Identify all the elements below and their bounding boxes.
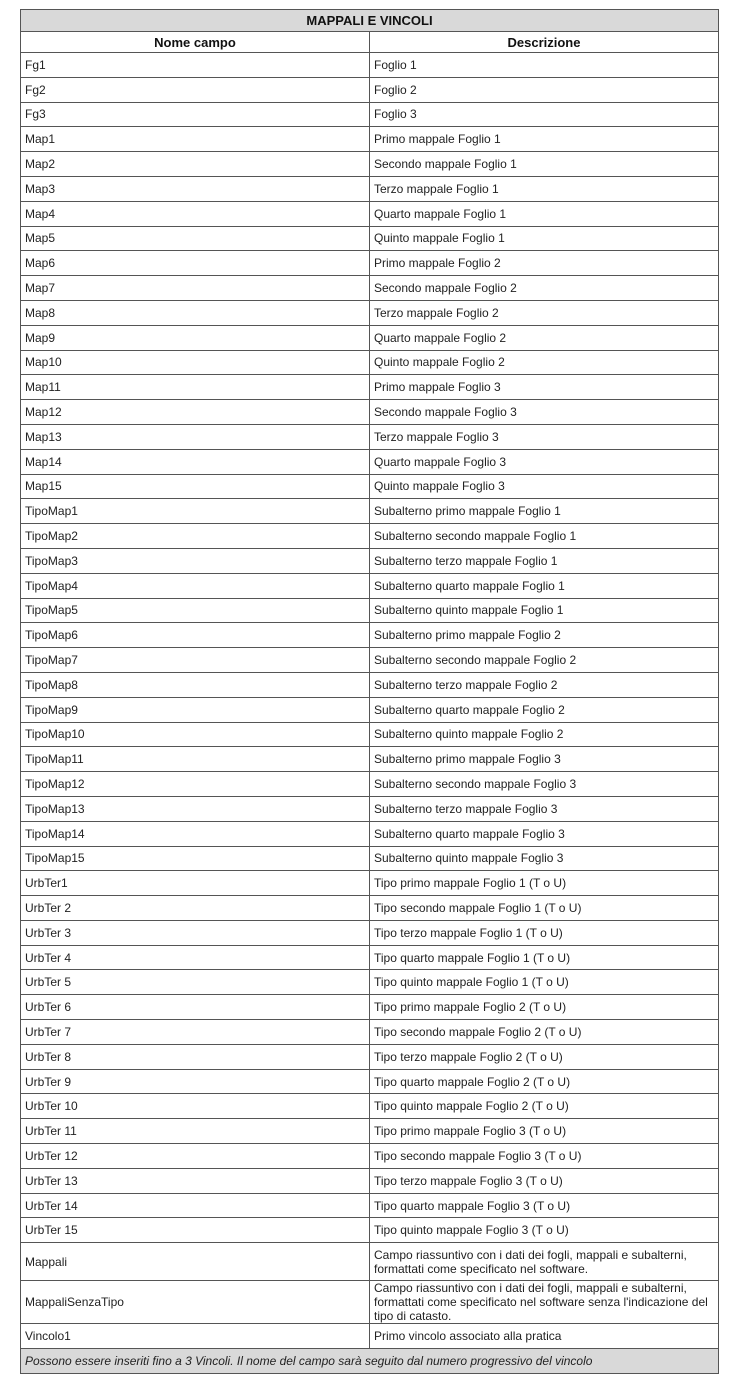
field-description-cell: Tipo primo mappale Foglio 3 (T o U): [370, 1119, 719, 1144]
field-description-cell: Tipo quinto mappale Foglio 1 (T o U): [370, 970, 719, 995]
field-description-cell: Secondo mappale Foglio 1: [370, 152, 719, 177]
field-name-cell: Map4: [21, 201, 370, 226]
field-description-cell: Tipo quarto mappale Foglio 1 (T o U): [370, 945, 719, 970]
field-name-cell: TipoMap14: [21, 821, 370, 846]
field-description-cell: Subalterno secondo mappale Foglio 1: [370, 524, 719, 549]
field-name-cell: UrbTer 5: [21, 970, 370, 995]
field-name-cell: UrbTer 15: [21, 1218, 370, 1243]
field-name-cell: MappaliSenzaTipo: [21, 1281, 370, 1324]
field-description-cell: Subalterno secondo mappale Foglio 3: [370, 772, 719, 797]
field-description-cell: Subalterno terzo mappale Foglio 3: [370, 796, 719, 821]
field-name-cell: TipoMap1: [21, 499, 370, 524]
table-row: [21, 449, 719, 474]
field-name-cell: Fg1: [21, 53, 370, 78]
table-row: [21, 102, 719, 127]
field-name-cell: Map6: [21, 251, 370, 276]
field-name-cell: Map7: [21, 276, 370, 301]
table-title-row: [21, 10, 719, 32]
table-row: [21, 1069, 719, 1094]
column-header-nome-campo: Nome campo: [21, 32, 370, 53]
table-row: [21, 350, 719, 375]
table-row: [21, 251, 719, 276]
table-row: [21, 1020, 719, 1045]
table-row: [21, 846, 719, 871]
field-description-cell: Terzo mappale Foglio 1: [370, 176, 719, 201]
field-description-cell: Secondo mappale Foglio 3: [370, 400, 719, 425]
field-name-cell: TipoMap13: [21, 796, 370, 821]
table-row: [21, 1044, 719, 1069]
table-row: [21, 424, 719, 449]
field-description-cell: Subalterno secondo mappale Foglio 2: [370, 648, 719, 673]
field-description-cell: Subalterno quinto mappale Foglio 3: [370, 846, 719, 871]
table-row: [21, 548, 719, 573]
field-description-cell: Subalterno quarto mappale Foglio 3: [370, 821, 719, 846]
table-row: [21, 1281, 719, 1324]
table-row: [21, 1119, 719, 1144]
field-name-cell: TipoMap5: [21, 598, 370, 623]
table-row: [21, 1218, 719, 1243]
table-row: [21, 474, 719, 499]
table-row: [21, 796, 719, 821]
table-row: [21, 201, 719, 226]
table-row: [21, 995, 719, 1020]
field-name-cell: Mappali: [21, 1243, 370, 1281]
field-name-cell: UrbTer 3: [21, 920, 370, 945]
table-row: [21, 598, 719, 623]
table-row: [21, 623, 719, 648]
field-description-cell: Campo riassuntivo con i dati dei fogli, mappali e subalterni, formattati come specificato nel software.: [370, 1243, 719, 1281]
field-name-cell: TipoMap7: [21, 648, 370, 673]
field-name-cell: Map5: [21, 226, 370, 251]
field-description-cell: Subalterno terzo mappale Foglio 2: [370, 672, 719, 697]
table-row: [21, 1193, 719, 1218]
table-note: Possono essere inseriti fino a 3 Vincoli. Il nome del campo sarà seguito dal numero progressivo del vincolo: [21, 1349, 719, 1374]
table-row: [21, 1144, 719, 1169]
field-description-cell: Secondo mappale Foglio 2: [370, 276, 719, 301]
field-name-cell: Map15: [21, 474, 370, 499]
field-name-cell: TipoMap12: [21, 772, 370, 797]
field-description-cell: Quarto mappale Foglio 3: [370, 449, 719, 474]
field-description-cell: Tipo quinto mappale Foglio 3 (T o U): [370, 1218, 719, 1243]
field-name-cell: Map8: [21, 300, 370, 325]
field-name-cell: UrbTer 8: [21, 1044, 370, 1069]
table-row: [21, 945, 719, 970]
table-body: [21, 53, 719, 1349]
table-row: [21, 722, 719, 747]
field-name-cell: Map14: [21, 449, 370, 474]
field-description-cell: Quinto mappale Foglio 3: [370, 474, 719, 499]
field-description-cell: Tipo primo mappale Foglio 1 (T o U): [370, 871, 719, 896]
table-row: [21, 697, 719, 722]
table-row: [21, 896, 719, 921]
field-name-cell: Map2: [21, 152, 370, 177]
table-row: [21, 77, 719, 102]
table-row: [21, 375, 719, 400]
field-name-cell: TipoMap4: [21, 573, 370, 598]
field-name-cell: UrbTer 10: [21, 1094, 370, 1119]
field-description-cell: Tipo quarto mappale Foglio 2 (T o U): [370, 1069, 719, 1094]
table-row: [21, 1168, 719, 1193]
table-row: [21, 1243, 719, 1281]
field-name-cell: UrbTer 11: [21, 1119, 370, 1144]
table-row: [21, 1324, 719, 1349]
field-name-cell: UrbTer 2: [21, 896, 370, 921]
field-name-cell: Vincolo1: [21, 1324, 370, 1349]
table-row: [21, 920, 719, 945]
table-row: [21, 573, 719, 598]
field-name-cell: UrbTer 14: [21, 1193, 370, 1218]
field-name-cell: TipoMap6: [21, 623, 370, 648]
field-description-cell: Quarto mappale Foglio 1: [370, 201, 719, 226]
table-title: MAPPALI E VINCOLI: [21, 10, 719, 32]
field-description-cell: Primo mappale Foglio 2: [370, 251, 719, 276]
field-description-cell: Terzo mappale Foglio 2: [370, 300, 719, 325]
table-row: [21, 672, 719, 697]
field-description-cell: Terzo mappale Foglio 3: [370, 424, 719, 449]
field-name-cell: Map13: [21, 424, 370, 449]
field-name-cell: Map10: [21, 350, 370, 375]
table-row: [21, 1094, 719, 1119]
field-name-cell: Map11: [21, 375, 370, 400]
field-description-cell: Quinto mappale Foglio 1: [370, 226, 719, 251]
document-table-wrapper: [20, 9, 719, 1374]
field-name-cell: TipoMap10: [21, 722, 370, 747]
field-name-cell: TipoMap9: [21, 697, 370, 722]
table-row: [21, 176, 719, 201]
field-name-cell: Fg2: [21, 77, 370, 102]
table-row: [21, 325, 719, 350]
table-row: [21, 127, 719, 152]
field-description-cell: Primo mappale Foglio 1: [370, 127, 719, 152]
table-row: [21, 300, 719, 325]
field-name-cell: TipoMap8: [21, 672, 370, 697]
field-description-cell: Quinto mappale Foglio 2: [370, 350, 719, 375]
field-name-cell: UrbTer1: [21, 871, 370, 896]
field-description-cell: Foglio 1: [370, 53, 719, 78]
field-description-cell: Tipo secondo mappale Foglio 3 (T o U): [370, 1144, 719, 1169]
field-description-cell: Subalterno primo mappale Foglio 2: [370, 623, 719, 648]
field-name-cell: TipoMap2: [21, 524, 370, 549]
field-description-cell: Tipo terzo mappale Foglio 3 (T o U): [370, 1168, 719, 1193]
field-description-cell: Subalterno quinto mappale Foglio 2: [370, 722, 719, 747]
field-description-cell: Tipo primo mappale Foglio 2 (T o U): [370, 995, 719, 1020]
field-description-cell: Tipo secondo mappale Foglio 2 (T o U): [370, 1020, 719, 1045]
field-description-cell: Tipo terzo mappale Foglio 1 (T o U): [370, 920, 719, 945]
table-row: [21, 970, 719, 995]
table-row: [21, 648, 719, 673]
table-row: [21, 821, 719, 846]
field-description-cell: Subalterno quarto mappale Foglio 1: [370, 573, 719, 598]
field-description-cell: Primo mappale Foglio 3: [370, 375, 719, 400]
field-description-cell: Subalterno primo mappale Foglio 1: [370, 499, 719, 524]
field-description-cell: Subalterno terzo mappale Foglio 1: [370, 548, 719, 573]
field-name-cell: Map3: [21, 176, 370, 201]
field-name-cell: TipoMap11: [21, 747, 370, 772]
table-row: [21, 53, 719, 78]
field-name-cell: UrbTer 9: [21, 1069, 370, 1094]
field-name-cell: UrbTer 6: [21, 995, 370, 1020]
field-description-cell: Tipo quinto mappale Foglio 2 (T o U): [370, 1094, 719, 1119]
field-description-cell: Tipo secondo mappale Foglio 1 (T o U): [370, 896, 719, 921]
table-row: [21, 747, 719, 772]
field-name-cell: UrbTer 4: [21, 945, 370, 970]
table-row: [21, 871, 719, 896]
field-name-cell: Fg3: [21, 102, 370, 127]
table-row: [21, 226, 719, 251]
field-description-cell: Tipo quarto mappale Foglio 3 (T o U): [370, 1193, 719, 1218]
field-name-cell: TipoMap3: [21, 548, 370, 573]
note-row: [21, 1349, 719, 1374]
field-name-cell: UrbTer 12: [21, 1144, 370, 1169]
field-description-cell: Subalterno quarto mappale Foglio 2: [370, 697, 719, 722]
column-header-descrizione: Descrizione: [370, 32, 719, 53]
field-description-cell: Quarto mappale Foglio 2: [370, 325, 719, 350]
field-description-cell: Tipo terzo mappale Foglio 2 (T o U): [370, 1044, 719, 1069]
field-description-cell: Foglio 2: [370, 77, 719, 102]
field-description-cell: Primo vincolo associato alla pratica: [370, 1324, 719, 1349]
field-name-cell: UrbTer 13: [21, 1168, 370, 1193]
field-description-cell: Foglio 3: [370, 102, 719, 127]
field-name-cell: Map9: [21, 325, 370, 350]
field-name-cell: Map12: [21, 400, 370, 425]
field-description-cell: Subalterno quinto mappale Foglio 1: [370, 598, 719, 623]
field-name-cell: TipoMap15: [21, 846, 370, 871]
fields-table: [20, 9, 719, 1374]
field-name-cell: UrbTer 7: [21, 1020, 370, 1045]
field-description-cell: Subalterno primo mappale Foglio 3: [370, 747, 719, 772]
table-row: [21, 152, 719, 177]
field-description-cell: Campo riassuntivo con i dati dei fogli, mappali e subalterni, formattati come specificato nel software senza l'indicazione del tipo di catasto.: [370, 1281, 719, 1324]
column-header-row: [21, 32, 719, 53]
table-row: [21, 524, 719, 549]
table-row: [21, 772, 719, 797]
table-row: [21, 400, 719, 425]
table-row: [21, 499, 719, 524]
field-name-cell: Map1: [21, 127, 370, 152]
table-row: [21, 276, 719, 301]
